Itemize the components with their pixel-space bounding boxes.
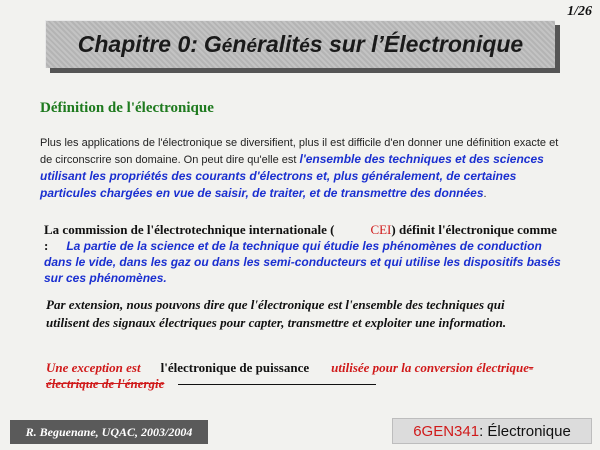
power-electronics-term: l'électronique de puissance [160,360,310,375]
section-heading: Définition de l'électronique [40,100,214,116]
course-name: : Électronique [479,422,571,440]
definition-emphasis: l'ensemble des techniques et des sciences utilisant les propriétés des courants d'électrons et, plus généralement, de certaines particules chargées en vue de saisir, de traiter, et de transmettre des données [40,152,544,200]
course-code: 6GEN341 [413,422,480,440]
title-prefix: Chapitre 0: [77,31,198,57]
footer-author: R. Beguenane, UQAC, 2003/2004 [10,420,208,444]
underline-divider [178,384,376,385]
struck-text: -électrique de l'énergie [46,360,534,391]
footer-course [392,418,592,444]
cei-definition-quote: La partie de la science et de la technique qui étudie les phénomènes de conduction dans le vide, dans les gaz ou dans les semi-conducteurs et qui utilise les dispositifs basés sur ces phénomènes. [44,239,561,285]
page-number: 1/26 [567,4,592,19]
title-subject: Généralités sur l’Électronique [203,31,524,57]
definition-paragraph: Plus les applications de l'électronique se diversifient, plus il est difficile d'en donner une définition exacte et de circonscrire son domaine. On peut dire qu'elle est l'ensemble des techniques et des sciences utilisant les propriétés des courants d'électrons et, plus généralement, de certaines particules chargées en vue de saisir, de traiter, et de transmettre des données. [40,137,559,200]
cei-paragraph: La commission de l'électrotechnique internationale ( CEI) définit l'électronique comme : La partie de la science et de la technique qui étudie les phénomènes de conduction dans le vide, dans les gaz ou dans les semi-conducteurs et qui utilise les dispositifs basés sur ces phénomènes. [44,222,561,285]
slide-title [45,20,555,68]
cei-acronym: CEI [370,222,392,237]
exception-paragraph: Une exception est l'électronique de puissance utilisée pour la conversion électrique-électrique de l'énergie [46,360,534,391]
extension-paragraph: Par extension, nous pouvons dire que l'électronique est l'ensemble des techniques qui utilisent des signaux électriques pour capter, transmettre et exploiter une information. [46,297,507,330]
